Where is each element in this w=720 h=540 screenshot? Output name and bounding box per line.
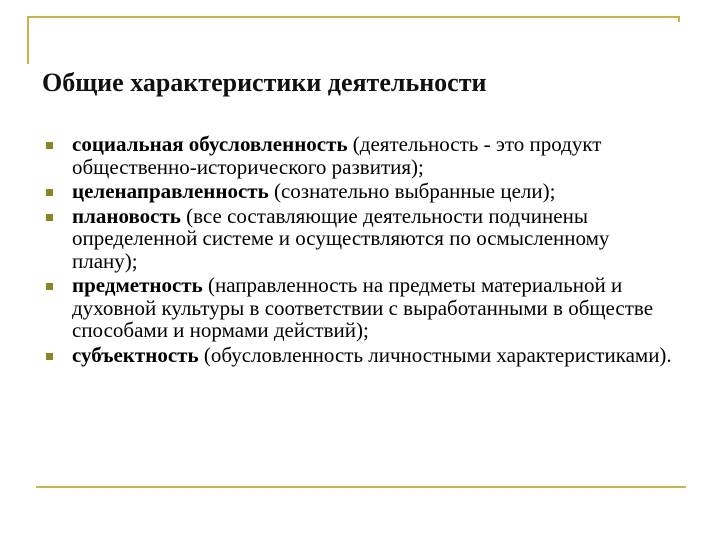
item-term: субъектность <box>72 342 199 367</box>
slide-title: Общие характеристики деятельности <box>42 68 487 97</box>
bottom-divider-line <box>36 486 686 488</box>
square-bullet-icon <box>46 283 53 290</box>
list-item <box>40 274 680 342</box>
characteristics-list <box>40 133 680 368</box>
frame-top-line <box>27 16 680 18</box>
item-term: социальная обусловленность <box>72 132 348 156</box>
item-text: (все составляющие деятельности подчинены определенной системе и осуществляются по осмысленному плану); <box>72 203 610 273</box>
frame-right-tick <box>678 16 680 22</box>
item-term: целенаправленность <box>72 179 269 203</box>
item-text: (деятельность - это продукт общественно-исторического развития); <box>72 132 602 179</box>
item-term: предметность <box>72 273 203 297</box>
list-item <box>40 180 680 203</box>
item-term: плановость <box>72 203 181 228</box>
list-item <box>40 205 680 273</box>
list-item <box>40 133 680 178</box>
list-item <box>40 344 680 367</box>
square-bullet-icon <box>46 214 53 221</box>
item-text: (обусловленность личностными характеристиками). <box>198 342 672 367</box>
item-text: (направленность на предметы материальной и духовной культуры в соответствии с выработанными в обществе способами и нормами действий); <box>72 273 654 342</box>
frame-left-line <box>27 16 29 64</box>
square-bullet-icon <box>46 353 53 360</box>
item-text: (сознательно выбранные цели); <box>268 179 556 203</box>
square-bullet-icon <box>46 189 53 196</box>
square-bullet-icon <box>46 142 53 149</box>
